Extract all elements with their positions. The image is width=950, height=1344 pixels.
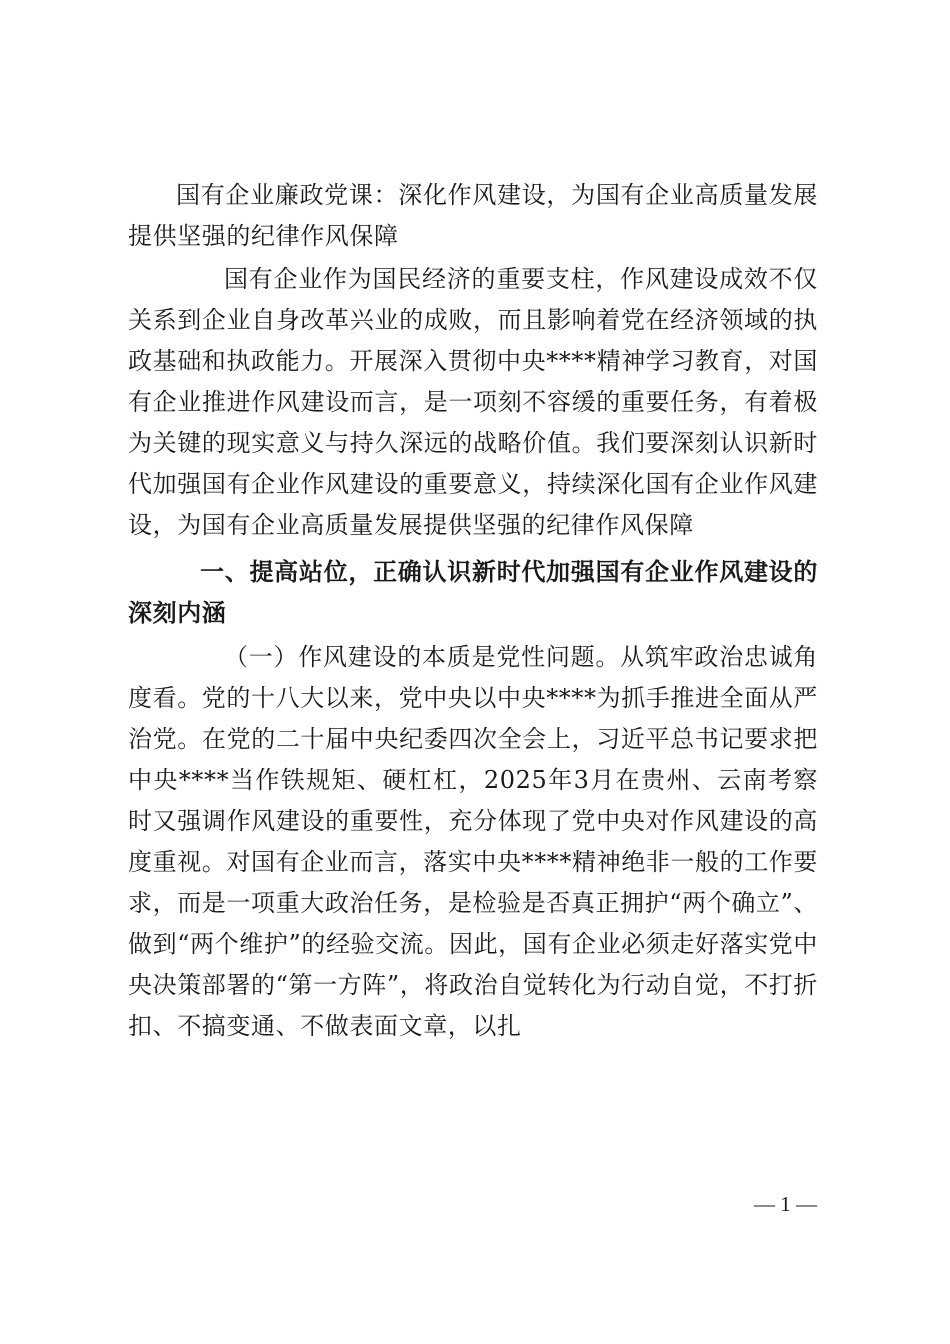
section-paragraph: （一）作风建设的本质是党性问题。从筑牢政治忠诚角度看。党的十八大以来，党中央以中央****为抓手推进全面从严治党。在党的二十届中央纪委四次全会上，习近平总书记要求把中央****当作铁规矩、硬杠杠，2025年3月在贵州、云南考察时又强调作风建设的重要性，充分体现了党中央对作风建设的高度重视。对国有企业而言，落实中央****精神绝非一般的工作要求，而是一项重大政治任务，是检验是否真正拥护“两个确立”、做到“两个维护”的经验交流。因此，国有企业必须走好落实党中央决策部署的“第一方阵”，将政治自觉转化为行动自觉，不打折扣、不搞变通、不做表面文章，以扎	[128, 643, 818, 1040]
page-number: — 1 —	[754, 1192, 817, 1216]
section-heading: 一、提高站位，正确认识新时代加强国有企业作风建设的深刻内涵	[128, 558, 818, 627]
intro-paragraph: 国有企业作为国民经济的重要支柱，作风建设成效不仅关系到企业自身改革兴业的成败，而且影响着党在经济领域的执政基础和执政能力。开展深入贯彻中央****精神学习教育，对国有企业推进作风建设而言，是一项刻不容缓的重要任务，有着极为关键的现实意义与持久深远的战略价值。我们要深刻认识新时代加强国有企业作风建设的重要意义，持续深化国有企业作风建设，为国有企业高质量发展提供坚强的纪律作风保障	[128, 265, 818, 539]
document-title: 国有企业廉政党课：深化作风建设，为国有企业高质量发展提供坚强的纪律作风保障	[128, 181, 818, 250]
document-body	[128, 175, 818, 1047]
